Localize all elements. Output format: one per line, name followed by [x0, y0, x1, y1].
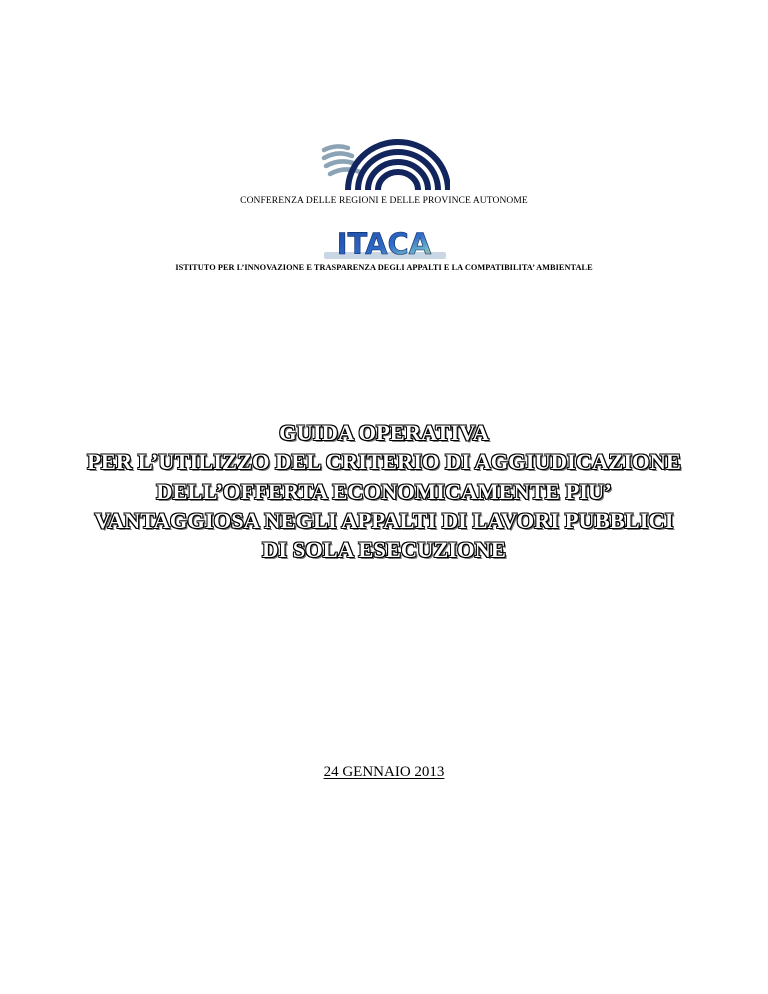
regions-conference-emblem-icon	[318, 136, 450, 192]
institute-name: ISTITUTO PER L’INNOVAZIONE E TRASPARENZA DEGLI APPALTI E LA COMPATIBILITA’ AMBIENTALE	[175, 263, 593, 272]
document-title	[0, 418, 768, 564]
title-line-2: PER L’UTILIZZO DEL CRITERIO DI AGGIUDICAZIONE	[87, 449, 681, 475]
organization-name: CONFERENZA DELLE REGIONI E DELLE PROVINCE AUTONOME	[240, 196, 528, 206]
title-line-3: DELL’OFFERTA ECONOMICAMENTE PIU’	[156, 478, 612, 504]
itaca-logo	[318, 226, 450, 262]
document-date-text: 24 GENNAIO 2013	[323, 764, 445, 780]
title-line-1: GUIDA OPERATIVA	[279, 420, 489, 445]
itaca-logo-text: ITACA	[336, 227, 432, 261]
title-line-5: DI SOLA ESECUZIONE	[262, 537, 506, 563]
document-date	[0, 764, 768, 781]
title-line-4: VANTAGGIOSA NEGLI APPALTI DI LAVORI PUBBLICI	[94, 507, 674, 533]
